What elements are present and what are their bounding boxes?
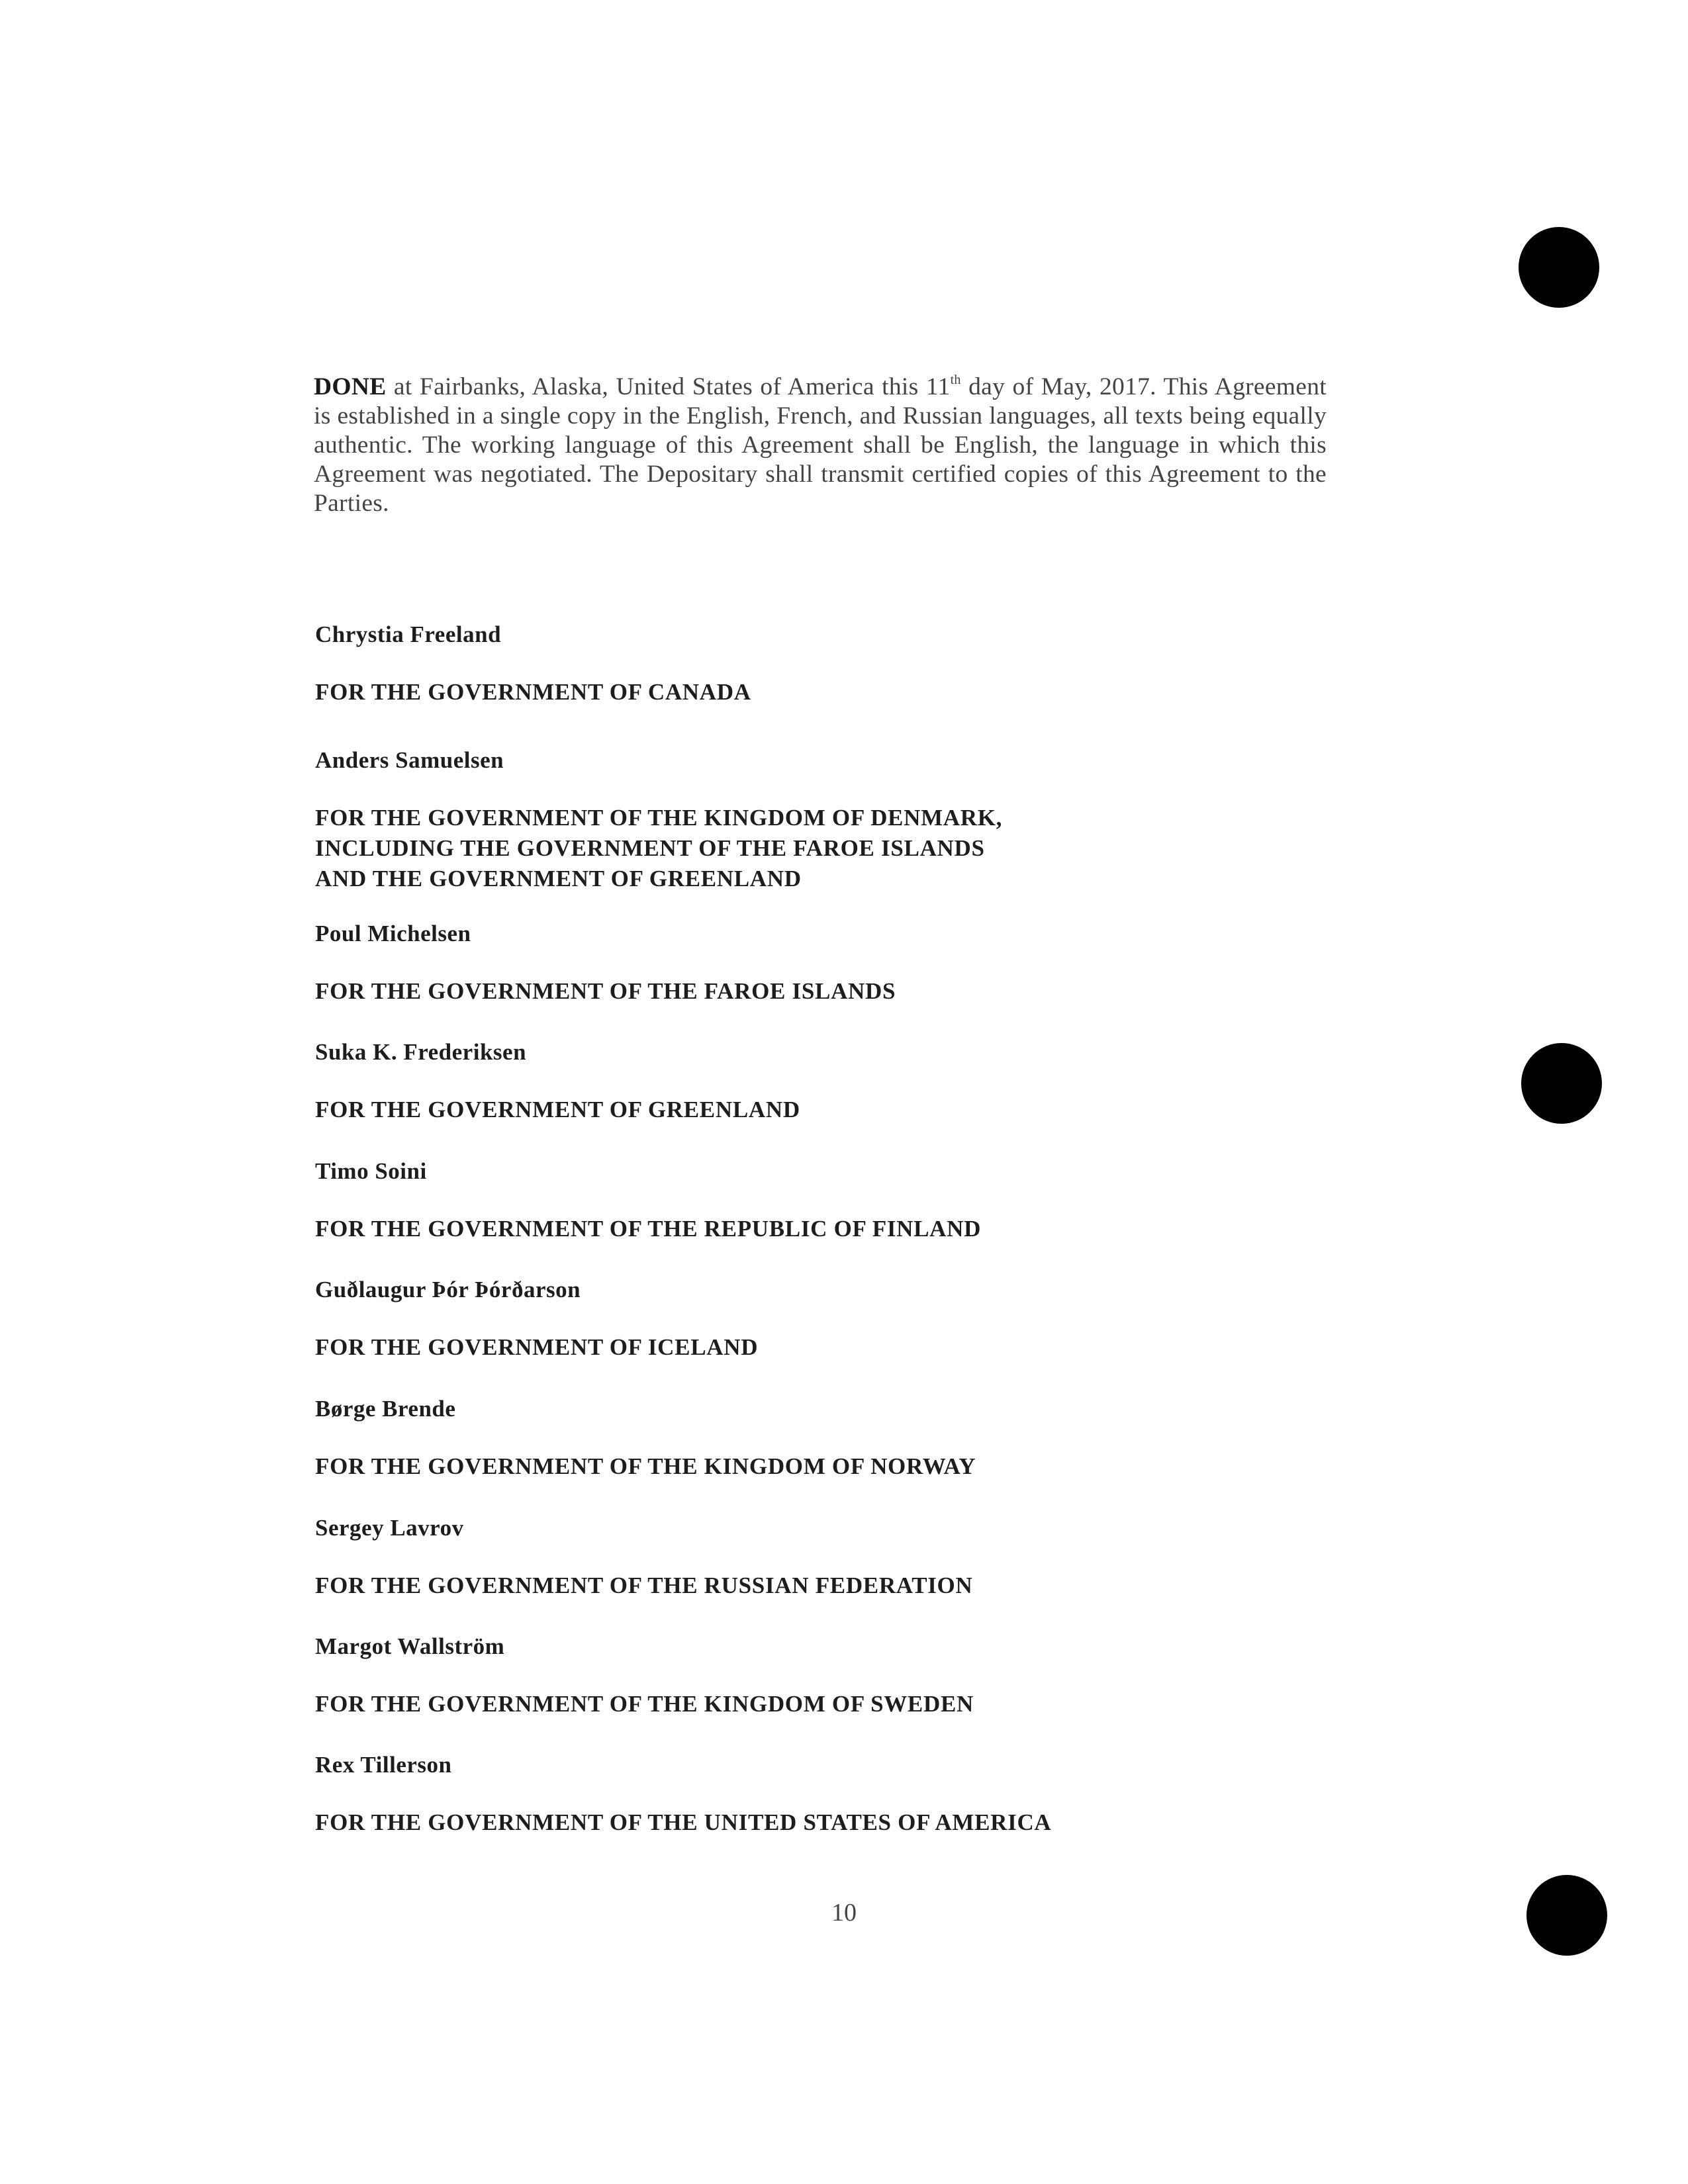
signatory-government: FOR THE GOVERNMENT OF THE KINGDOM OF SWEDEN <box>315 1691 974 1717</box>
signatory-government: FOR THE GOVERNMENT OF THE RUSSIAN FEDERATION <box>315 1572 973 1598</box>
closing-paragraph <box>314 373 1327 518</box>
signatory-name: Sergey Lavrov <box>315 1515 464 1541</box>
punch-hole-top <box>1519 227 1599 308</box>
done-lead: DONE <box>314 373 387 400</box>
signatory-government: FOR THE GOVERNMENT OF THE UNITED STATES OF AMERICA <box>315 1809 1052 1835</box>
punch-hole-middle <box>1521 1043 1602 1124</box>
signatory-government: FOR THE GOVERNMENT OF THE KINGDOM OF NORWAY <box>315 1453 976 1479</box>
signatory-name: Poul Michelsen <box>315 921 471 946</box>
signatory-government: FOR THE GOVERNMENT OF THE FAROE ISLANDS <box>315 978 896 1004</box>
signatory-name: Anders Samuelsen <box>315 747 504 773</box>
page-number: 10 <box>831 1899 857 1927</box>
signatory-government: FOR THE GOVERNMENT OF GREENLAND <box>315 1097 800 1122</box>
signatory-norway <box>315 1394 1507 1482</box>
signatory-name: Timo Soini <box>315 1158 427 1184</box>
signatory-name: Chrystia Freeland <box>315 621 502 647</box>
signatory-faroe-islands <box>315 919 1507 1007</box>
signatory-iceland <box>315 1275 1507 1363</box>
signatory-greenland <box>315 1038 1507 1125</box>
signatory-government: FOR THE GOVERNMENT OF ICELAND <box>315 1334 759 1360</box>
signatory-finland <box>315 1157 1507 1244</box>
signatory-government: INCLUDING THE GOVERNMENT OF THE FAROE ISLANDS <box>315 835 985 861</box>
signatory-name: Margot Wallström <box>315 1633 505 1659</box>
signatory-canada <box>315 620 1507 707</box>
signatory-government: FOR THE GOVERNMENT OF THE REPUBLIC OF FINLAND <box>315 1216 982 1242</box>
signatory-name: Børge Brende <box>315 1396 456 1422</box>
signatory-united-states <box>315 1751 1507 1838</box>
paragraph-text-rest: day of May, 2017. This Agreement is established in a single copy in the English, French, and Russian languages, all texts being equally authentic. The working language of this Agreement shall be English, the language in which this Agreement was negotiated. The Depositary shall transmit certified copies of this Agreement to the Parties. <box>314 373 1327 517</box>
signatory-government: AND THE GOVERNMENT OF GREENLAND <box>315 866 802 891</box>
signatory-name: Suka K. Frederiksen <box>315 1039 527 1065</box>
ordinal-suffix: th <box>950 372 961 387</box>
signatory-name: Guðlaugur Þór Þórðarson <box>315 1277 581 1302</box>
signatory-sweden <box>315 1632 1507 1719</box>
signatory-russia <box>315 1514 1507 1601</box>
signatory-government: FOR THE GOVERNMENT OF THE KINGDOM OF DENMARK, <box>315 805 1003 831</box>
signatory-name: Rex Tillerson <box>315 1752 452 1778</box>
signatory-government: FOR THE GOVERNMENT OF CANADA <box>315 679 751 705</box>
paragraph-text-start: at Fairbanks, Alaska, United States of America this 11 <box>386 373 951 400</box>
signatory-denmark <box>315 746 1507 894</box>
